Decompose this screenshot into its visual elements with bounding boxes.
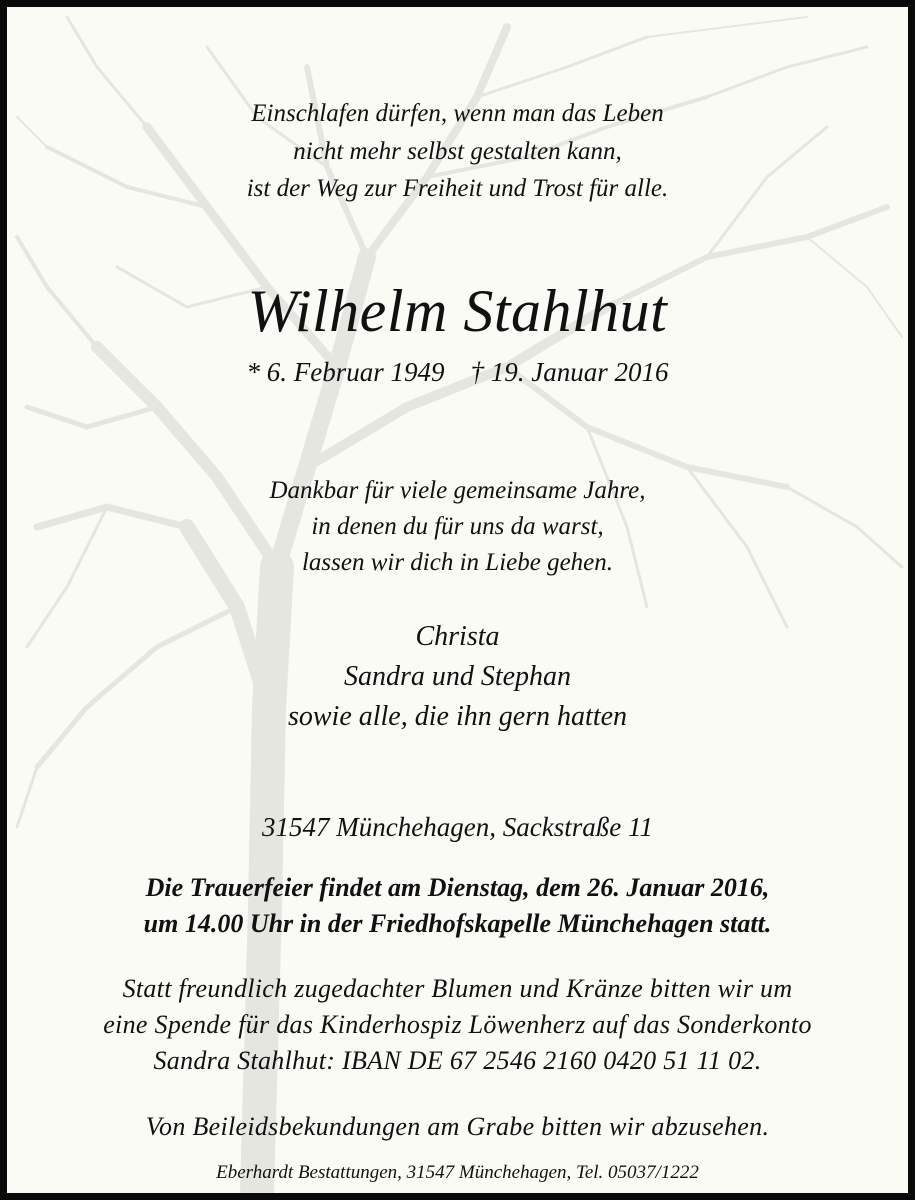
verse-top-line-1: Einschlafen dürfen, wenn man das Leben [251,100,664,127]
mourner-line-3: sowie alle, die ihn gern hatten [287,701,628,732]
birth-date: * 6. Februar 1949 [246,357,445,387]
deceased-name: Wilhelm Stahlhut [247,278,668,344]
notice-paper [7,7,908,1193]
funeral-line-2: um 14.00 Uhr in der Friedhofskapelle Münchehagen statt. [143,909,772,938]
donation-line-3: Sandra Stahlhut: IBAN DE 67 2546 2160 0420 51 11 02. [153,1046,762,1075]
verse-top-line-3: ist der Weg zur Freiheit und Trost für alle. [246,175,669,202]
life-dates [7,357,908,388]
donation-line-1: Statt freundlich zugedachter Blumen und Kränze bitten wir um [122,974,793,1003]
verse-middle-line-2: in denen du für uns da warst, [311,513,604,540]
undertaker-info: Eberhardt Bestattungen, 31547 Münchehagen, Tel. 05037/1222 [216,1162,699,1183]
donation-line-2: eine Spende für das Kinderhospiz Löwenherz auf das Sonderkonto [103,1010,812,1039]
condolence-note: Von Beileidsbekundungen am Grabe bitten wir abzusehen. [145,1112,770,1141]
death-date: † 19. Januar 2016 [470,357,669,387]
verse-middle-line-3: lassen wir dich in Liebe gehen. [301,549,614,576]
verse-top-line-2: nicht mehr selbst gestalten kann, [293,138,622,165]
mourner-line-2: Sandra und Stephan [343,661,572,692]
mourner-line-1: Christa [415,621,500,652]
funeral-line-1: Die Trauerfeier findet am Dienstag, dem 26. Januar 2016, [145,873,770,902]
verse-middle-line-1: Dankbar für viele gemeinsame Jahre, [269,477,646,504]
family-address: 31547 Münchehagen, Sackstraße 11 [262,812,653,842]
